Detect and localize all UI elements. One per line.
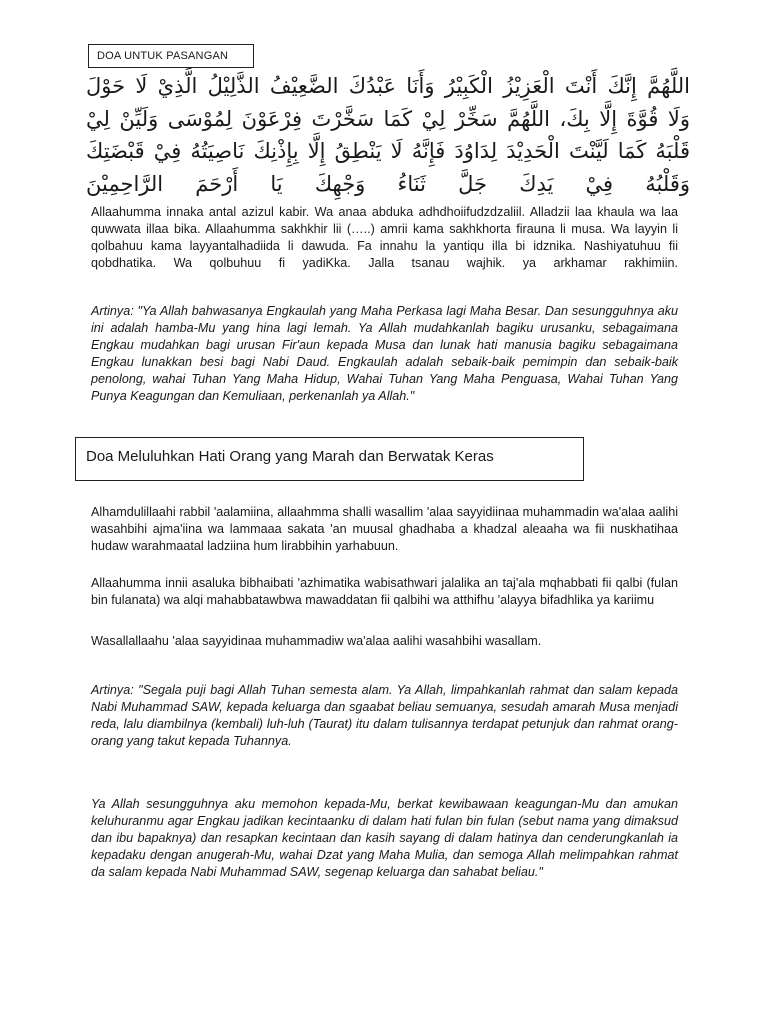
arabic-prayer-text <box>86 70 690 200</box>
latin-transliteration: Allaahumma innaka antal azizul kabir. Wa anaa abduka adhdhoiifudzdzaliil. Alladzii laa khaula wa laa quwwata illaa bika. Allaahumma sakhkhir lii (…..) amrii kama sakhkhorta firauna li musa. Wa layyin li qolbahuu kama layyantalhadiida li dawuda. Fa innahu la yantiqu illa bi idznika. Nashiyatuhuu fii qobdhatika. Wa qolbuhuu fi yadiKka. Jalla tsanau wajhik. ya arkhamar rakhimiin. <box>91 205 678 270</box>
doa-untuk-pasangan-label: DOA UNTUK PASANGAN <box>88 44 254 68</box>
section-heading: Doa Meluluhkan Hati Orang yang Marah dan Berwatak Keras <box>75 437 584 481</box>
arabic-line: قَلْبَهُ كَمَا لَيَّنْتَ الْحَدِيْدَ لِدَاوُدَ فَإِنَّهُ لَا يَنْطِقُ إِلَّا بِإِذْنِكَ نَاصِيَتُهُ فِيْ قَبْضَتِكَ <box>86 139 690 163</box>
prayer-paragraph-3: Wasallallaahu 'alaa sayyidinaa muhammadiw wa'alaa aalihi wasahbihi wasallam. <box>91 634 542 648</box>
prayer-paragraph-2: Allaahumma innii asaluka bibhaibati 'azhimatika wabisathwari jalalika an taj'ala mqhabbati fii qalbi (fulan bin fulanata) wa alqi mahabbatawbwa mawaddatan fii qalbihi wa atthifhu 'alayya bifadhlika ya kariimu <box>91 576 678 607</box>
translation-paragraph-2: Artinya: "Segala puji bagi Allah Tuhan semesta alam. Ya Allah, limpahkanlah rahmat dan salam kepada Nabi Muhammad SAW, kepada keluarga dan sgaabat beliau semuanya, sesudah amarah Musa menjadi reda, lalu diambilnya (kembali) luh-luh (Taurat) itu dalam tulisannya terdapat petunjuk dan rahmat orang-orang yang takut kepada Tuhannya. <box>91 683 678 748</box>
translation-paragraph-3: Ya Allah sesungguhnya aku memohon kepada-Mu, berkat kewibawaan keagungan-Mu dan amukan keluhuranmu agar Engkau jadikan kecintaanku di dalam hati fulan bin fulan (sebut nama yang dimaksud dan ibu bapaknya) dan resapkan kecintaan dan kasih sayang di dalam hatinya dan cenderungkanlah ia kepadaku dengan anugerah-Mu, wahai Dzat yang Maha Mulia, dan semoga Allah melimpahkan rahmat da salam kepada Nabi Muhammad SAW, segenap keluarga dan sahabat beliau." <box>91 797 678 879</box>
arabic-line: وَقَلْبُهُ فِيْ يَدِكَ جَلَّ ثَنَاءُ وَجْهِكَ يَا أَرْحَمَ الرَّاحِمِيْنَ <box>86 171 690 196</box>
prayer-paragraph-1: Alhamdulillaahi rabbil 'aalamiina, allaahmma shalli wasallim 'alaa sayyidiinaa muhammadin wa'alaa aalihi wasahbihi ajma'iina wa lammaaa sakata 'an muusal ghadhaba a khadzal aleaaha wa fii nuskhatihaa hudaw warahmaatal ladziina hum lirabbihin yarhabuun. <box>91 505 678 553</box>
arabic-line: اللَّهُمَّ إِنَّكَ أَنْتَ الْعَزِيْزُ الْكَبِيْرُ وَأَنَا عَبْدُكَ الضَّعِيْفُ الذَّلِيْلُ الَّذِيْ لَا حَوْلَ <box>86 74 690 98</box>
arabic-line: وَلَا قُوَّةَ إِلَّا بِكَ، اللَّهُمَّ سَخِّرْ لِيْ كَمَا سَخَّرْتَ فِرْعَوْنَ لِمُوْسَى وَلَيِّنْ لِيْ <box>86 106 690 131</box>
translation-paragraph-1: Artinya: "Ya Allah bahwasanya Engkaulah yang Maha Perkasa lagi Maha Besar. Dan sesungguhnya aku ini adalah hamba-Mu yang hina lagi lemah. Ya Allah mudahkanlah bagiku urusanku, sebagaimana Engkau mudahkan bagi urusan Fir'aun kepada Musa dan lunak hati manusia bagiku sebagaimana Engkau lunakkan besi bagi Nabi Daud. Engkaulah adalah sebaik-baik pemimpin dan sebaik-baik penolong, wahai Tuhan Yang Maha Hidup, Wahai Tuhan Yang Maha Penguasa, Wahai Tuhan Yang Punya Keagungan dan Kemuliaan, perkenanlah ya Allah." <box>91 304 678 403</box>
